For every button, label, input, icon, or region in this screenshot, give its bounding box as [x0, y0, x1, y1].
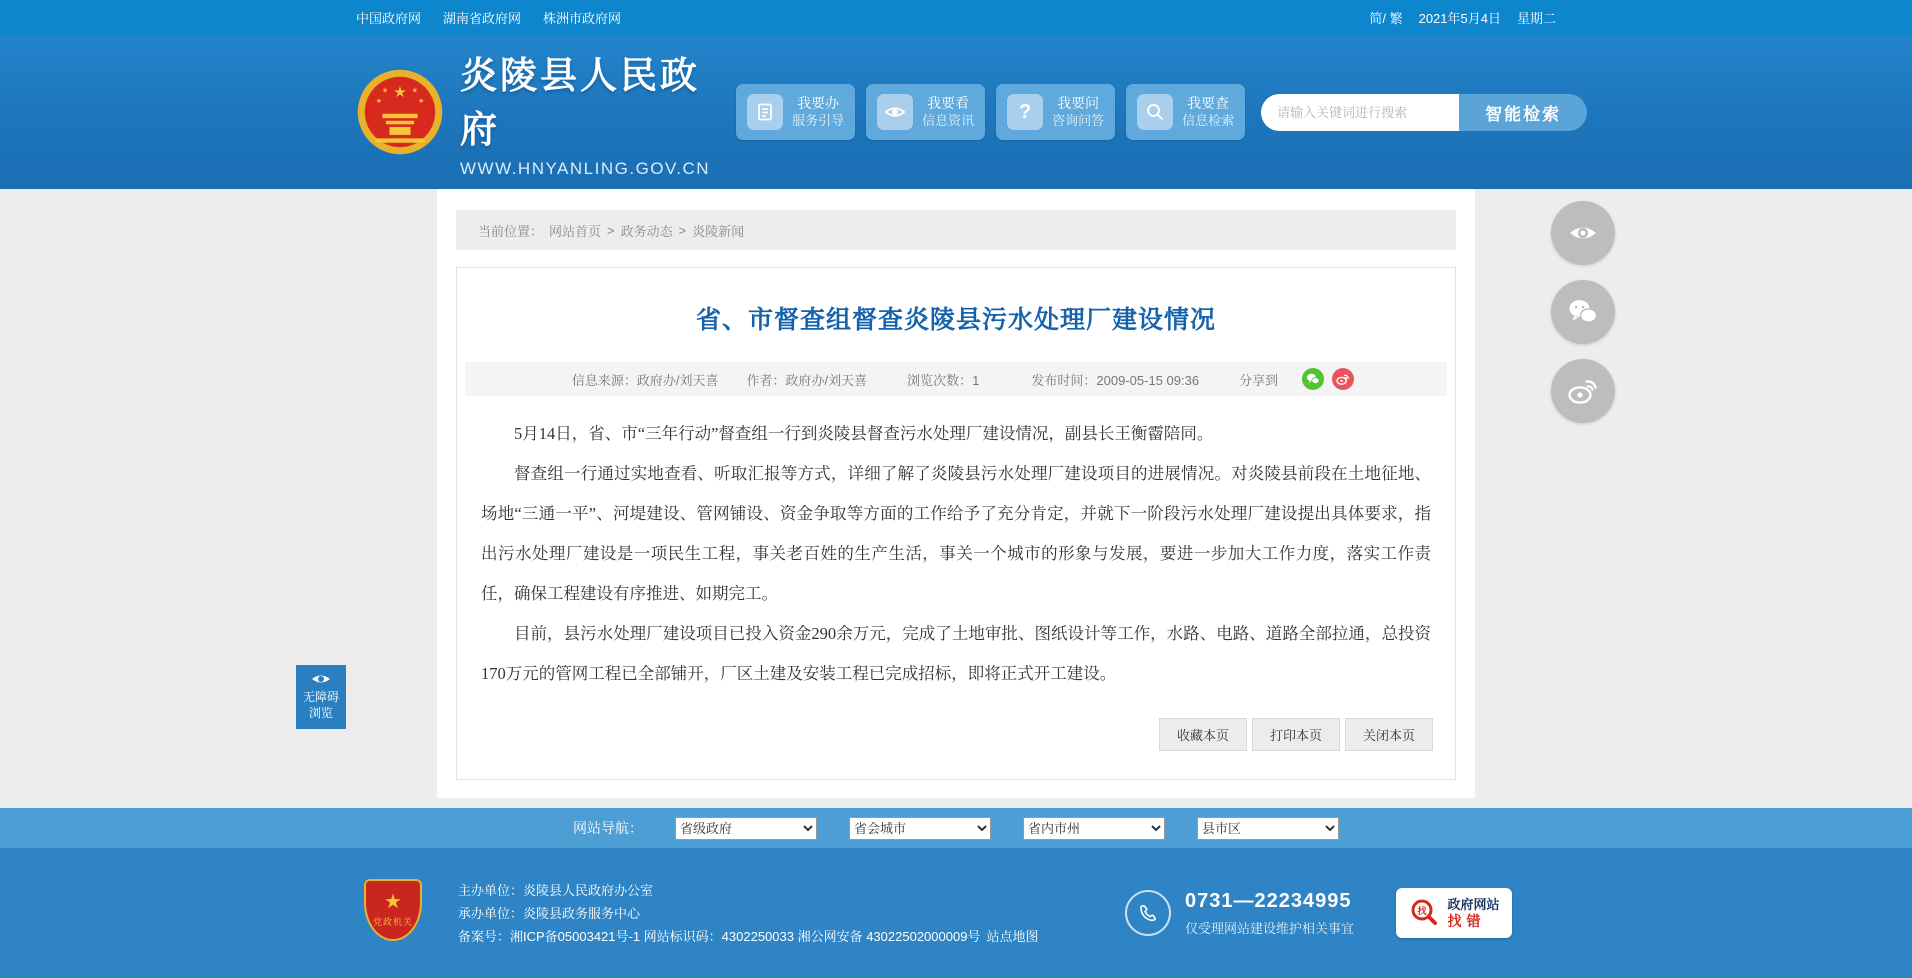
breadcrumb-label: 当前位置： [478, 223, 544, 239]
article-actions [479, 718, 1433, 751]
article-views: 浏览次数：1 [907, 372, 980, 388]
svg-text:★: ★ [381, 87, 389, 95]
link-china-gov[interactable]: 中国政府网 [356, 11, 422, 26]
quick-button-title: 我要查 [1187, 95, 1230, 111]
breadcrumb-gov-news[interactable]: 政务动态 [620, 223, 673, 239]
close-page-button[interactable]: 关闭本页 [1345, 718, 1433, 751]
share-label: 分享到 [1239, 372, 1279, 388]
link-zhuzhou-gov[interactable]: 株洲市政府网 [543, 11, 622, 26]
quick-service-buttons [736, 84, 1245, 140]
eye-icon [877, 94, 913, 130]
smart-search-button[interactable]: 智能检索 [1459, 94, 1587, 131]
site-logo[interactable] [356, 45, 710, 179]
wechat-icon [1566, 295, 1600, 329]
link-hunan-gov[interactable]: 湖南省政府网 [443, 11, 522, 26]
weibo-float-button[interactable] [1551, 359, 1615, 423]
county-districts-select[interactable] [1197, 817, 1339, 840]
article-source: 信息来源：政府办/刘天喜 [571, 372, 719, 388]
gov-agency-badge-icon[interactable] [364, 879, 422, 947]
footer-host-unit: 主办单位：炎陵县人民政府办公室 [458, 882, 654, 898]
search-input[interactable] [1261, 94, 1459, 131]
quick-button-title: 我要问 [1057, 95, 1100, 111]
svg-text:★: ★ [393, 84, 407, 102]
wechat-float-button[interactable] [1551, 280, 1615, 344]
quick-button-subtitle: 信息检索 [1182, 113, 1235, 128]
quick-button-subtitle: 咨询问答 [1052, 113, 1105, 128]
bookmark-page-button[interactable]: 收藏本页 [1159, 718, 1247, 751]
accessible-browsing-label-2: 浏览 [308, 706, 333, 720]
accessible-browsing-button[interactable] [296, 665, 346, 729]
info-news-button[interactable] [866, 84, 985, 140]
lang-toggle[interactable]: 简/ 繁 [1369, 11, 1403, 26]
breadcrumb-separator: > [607, 222, 615, 238]
quick-button-title: 我要办 [797, 95, 840, 111]
star-icon: ★ [384, 891, 402, 913]
quick-button-subtitle: 信息资讯 [922, 113, 975, 128]
eye-icon [311, 672, 331, 686]
quick-button-subtitle: 服务引导 [792, 113, 845, 128]
phone-icon [1125, 890, 1171, 936]
svg-text:★: ★ [375, 98, 383, 106]
site-header [0, 35, 1912, 189]
current-date: 2021年5月4日 [1418, 11, 1501, 26]
breadcrumb-home[interactable]: 网站首页 [549, 223, 602, 239]
document-icon [747, 94, 783, 130]
weibo-icon [1566, 374, 1600, 408]
site-search [1261, 94, 1587, 131]
ask-qa-button[interactable] [996, 84, 1115, 140]
search-service-button[interactable] [1126, 84, 1245, 140]
article-paragraph: 督查组一行通过实地查看、听取汇报等方式，详细了解了炎陵县污水处理厂建设项目的进展情况。对炎陵县前段在土地征地、场地“三通一平”、河堤建设、管网铺设、资金争取等方面的工作给予了充分肯定，并就下一阶段污水处理厂建设提出具体要求，指出污水处理厂建设是一项民生工程，事关老百姓的生产生活，事关一个城市的形象与发展，要进一步加大工作力度，落实工作责任，确保工程建设有序推进、如期完工。 [481, 464, 1431, 603]
article-paragraph: 目前，县污水处理厂建设项目已投入资金290余万元，完成了土地审批、图纸设计等工作，水路、电路、道路全部拉通，总投资170万元的管网工程已全部铺开，厂区土建及安装工程已完成招标，即将正式开工建设。 [481, 624, 1431, 683]
provincial-gov-select[interactable] [675, 817, 817, 840]
sitemap-link[interactable]: 站点地图 [986, 928, 1039, 944]
footer-phone-number: 0731—22234995 [1184, 889, 1352, 912]
article-body [481, 414, 1431, 694]
footer-site-nav [0, 808, 1912, 848]
footer-phone-note: 仅受理网站建设维护相关事宜 [1184, 920, 1354, 936]
article-publish-time: 发布时间：2009-05-15 09:36 [1031, 372, 1200, 388]
gov-site-error-report-badge[interactable] [1396, 888, 1512, 938]
question-icon: ? [1007, 94, 1043, 130]
svg-text:找: 找 [1417, 906, 1427, 916]
article-author: 作者：政府办/刘天喜 [746, 372, 868, 388]
breadcrumb-separator: > [678, 222, 687, 238]
breadcrumb [456, 210, 1456, 250]
service-guide-button[interactable] [736, 84, 855, 140]
error-badge-title: 政府网站 [1447, 897, 1500, 912]
national-emblem-icon [356, 68, 444, 156]
current-weekday: 星期二 [1516, 11, 1556, 26]
article-title: 省、市督查组督查炎陵县污水处理厂建设情况 [695, 306, 1216, 334]
accessibility-eye-button[interactable] [1551, 201, 1615, 265]
site-nav-label: 网站导航： [573, 820, 643, 836]
print-page-button[interactable]: 打印本页 [1252, 718, 1340, 751]
accessible-browsing-label-1: 无障碍 [302, 690, 339, 704]
content-panel [437, 189, 1475, 798]
wechat-share-icon[interactable] [1302, 368, 1324, 390]
site-title: 炎陵县人民政府 [460, 55, 700, 150]
capital-cities-select[interactable] [849, 817, 991, 840]
footer-organizer-unit: 承办单位：炎陵县政务服务中心 [458, 905, 641, 921]
article-container [456, 267, 1456, 780]
article-paragraph: 5月14日，省、市“三年行动”督查组一行到炎陵县督查污水处理厂建设情况，副县长王衡霤陪同。 [514, 424, 1214, 443]
footer-phone-block [1125, 890, 1354, 937]
svg-text:★: ★ [411, 87, 419, 95]
top-link-bar [0, 0, 1912, 35]
breadcrumb-yanling-news[interactable]: 炎陵新闻 [692, 223, 745, 239]
error-badge-subtitle: 找错 [1447, 913, 1486, 929]
site-footer [0, 848, 1912, 978]
eye-icon [1566, 216, 1600, 250]
error-finder-icon [1408, 897, 1440, 929]
weibo-share-icon[interactable] [1332, 368, 1354, 390]
site-url: WWW.HNYANLING.GOV.CN [460, 159, 711, 178]
svg-text:★: ★ [417, 98, 425, 106]
quick-button-title: 我要看 [927, 95, 970, 111]
search-icon [1137, 94, 1173, 130]
province-cities-select[interactable] [1023, 817, 1165, 840]
floating-toolbar [1551, 201, 1615, 423]
gov-badge-label: 党政机关 [372, 917, 413, 927]
footer-record-info: 备案号：湘ICP备05003421号-1 网站标识码：4302250033 湘公网安备 43022502000009号 [458, 928, 981, 944]
article-meta-bar [465, 362, 1447, 396]
